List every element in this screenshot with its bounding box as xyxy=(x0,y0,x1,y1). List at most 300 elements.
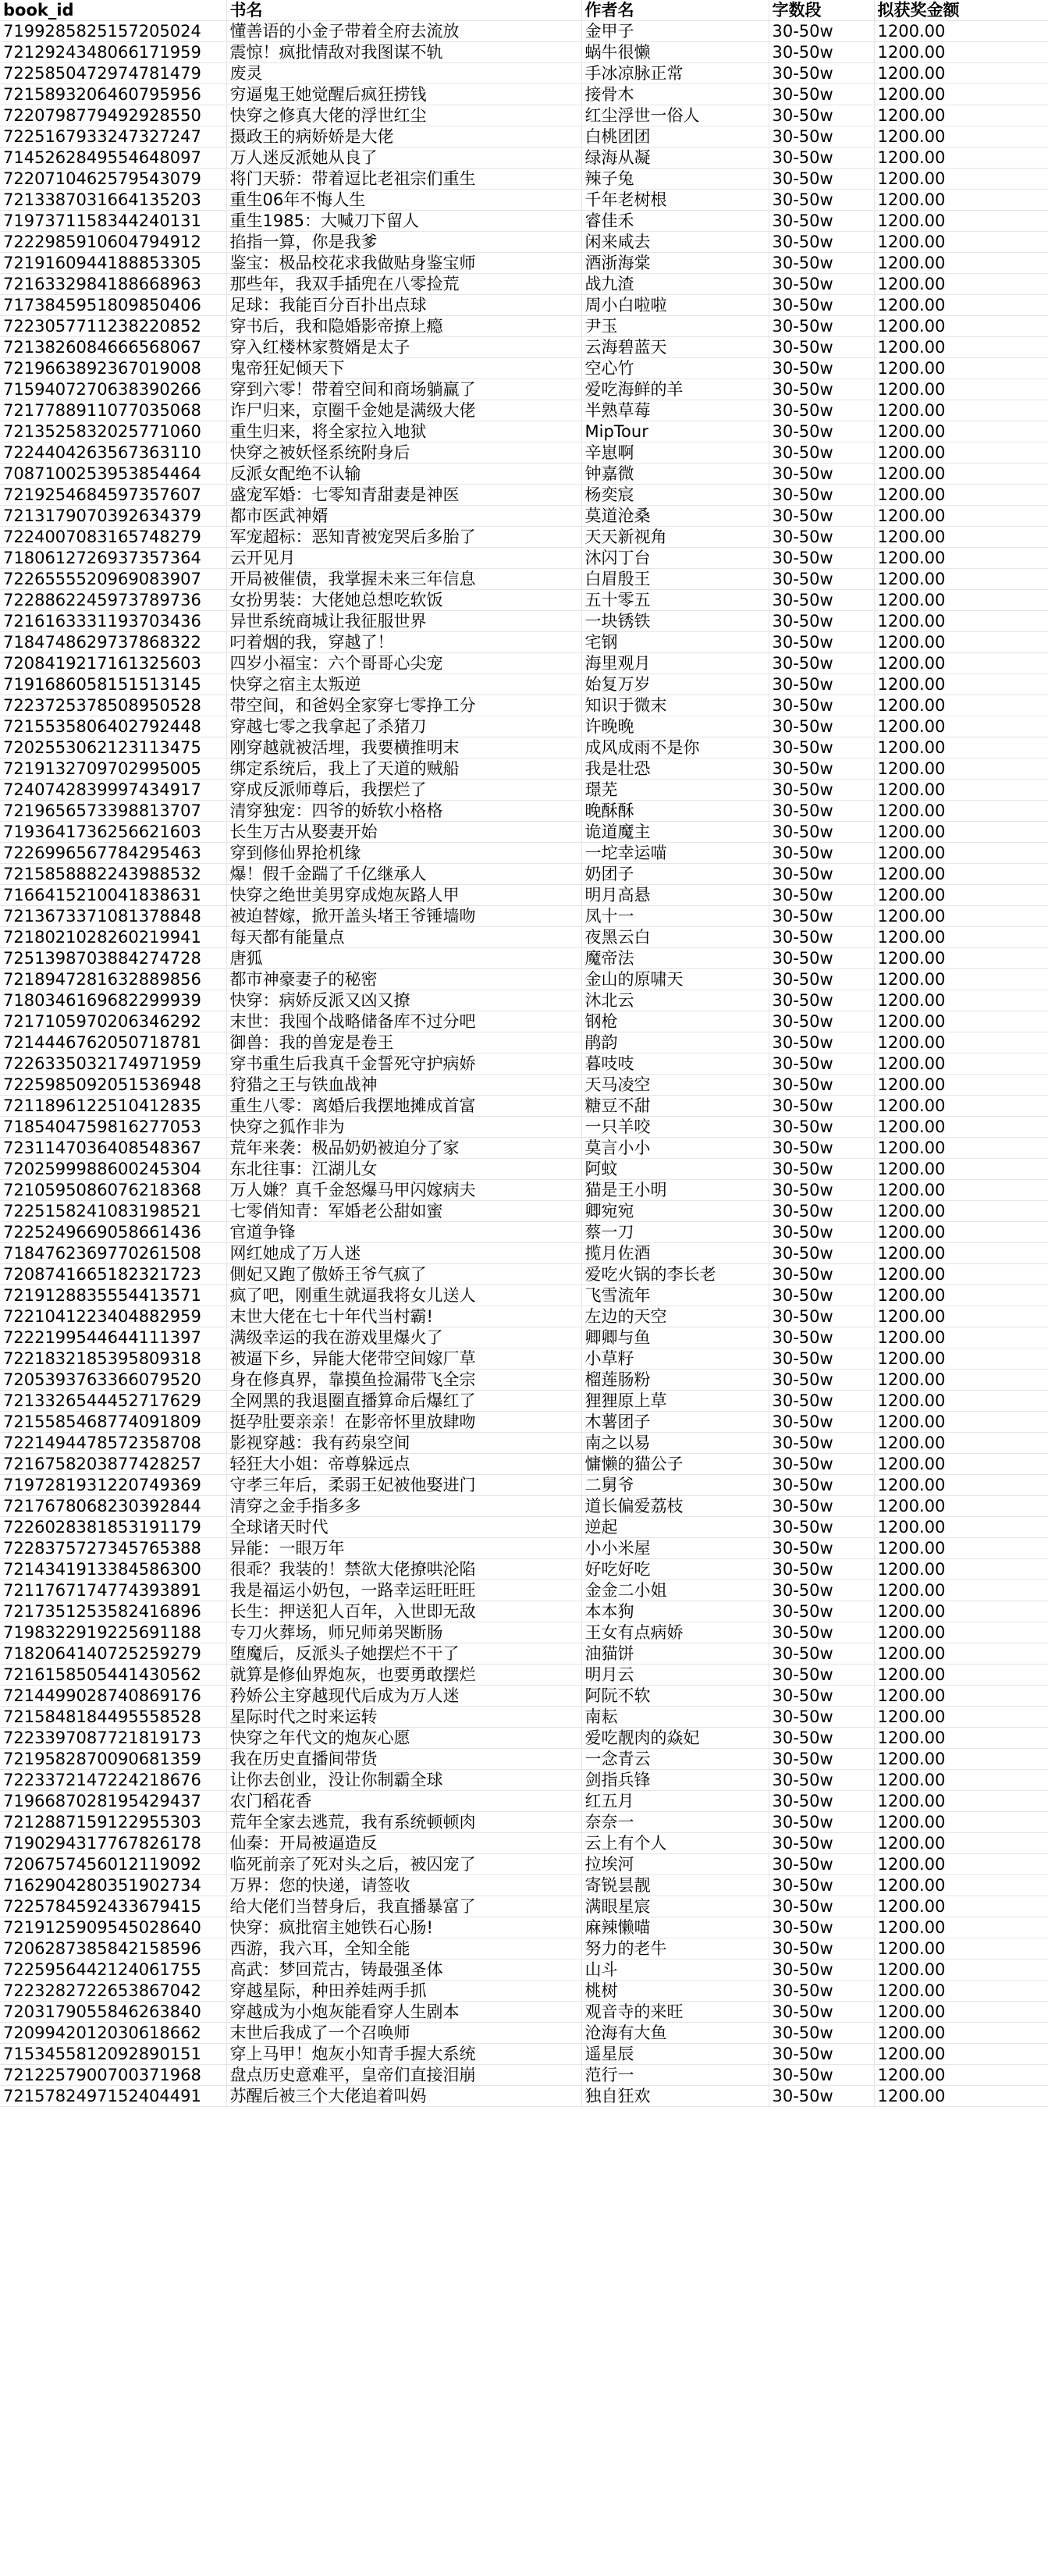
cell-book-title[interactable]: 都市医武神婿 xyxy=(226,506,581,527)
cell-word-count[interactable]: 30-50w xyxy=(769,1348,874,1370)
cell-award-amount[interactable]: 1200.00 xyxy=(874,1222,1048,1243)
cell-award-amount[interactable]: 1200.00 xyxy=(874,2044,1048,2065)
cell-word-count[interactable]: 30-50w xyxy=(769,400,874,421)
cell-word-count[interactable]: 30-50w xyxy=(769,969,874,990)
cell-award-amount[interactable]: 1200.00 xyxy=(874,801,1048,822)
cell-author[interactable]: 范行一 xyxy=(581,2065,769,2086)
cell-award-amount[interactable]: 1200.00 xyxy=(874,316,1048,337)
cell-award-amount[interactable]: 1200.00 xyxy=(874,1391,1048,1412)
cell-award-amount[interactable]: 1200.00 xyxy=(874,990,1048,1011)
cell-book-title[interactable]: 军宠超标：恶知青被宠哭后多胎了 xyxy=(226,527,581,548)
cell-author[interactable]: 凤十一 xyxy=(581,906,769,927)
cell-award-amount[interactable]: 1200.00 xyxy=(874,274,1048,295)
cell-book-id[interactable]: 7225167933247327247 xyxy=(0,126,226,147)
cell-book-id[interactable]: 7162904280351902734 xyxy=(0,1875,226,1896)
cell-word-count[interactable]: 30-50w xyxy=(769,1075,874,1096)
cell-word-count[interactable]: 30-50w xyxy=(769,1138,874,1159)
cell-word-count[interactable]: 30-50w xyxy=(769,527,874,548)
cell-author[interactable]: 天天新视角 xyxy=(581,527,769,548)
cell-author[interactable]: 寄锐昙靓 xyxy=(581,1875,769,1896)
cell-book-id[interactable]: 7213525832025771060 xyxy=(0,421,226,442)
cell-book-title[interactable]: 都市神豪妻子的秘密 xyxy=(226,969,581,990)
cell-book-title[interactable]: 被逼下乡，异能大佬带空间嫁厂草 xyxy=(226,1348,581,1370)
cell-book-title[interactable]: 长生：押送犯人百年，入世即无敌 xyxy=(226,1601,581,1622)
cell-award-amount[interactable]: 1200.00 xyxy=(874,295,1048,316)
cell-award-amount[interactable]: 1200.00 xyxy=(874,1917,1048,1938)
cell-book-id[interactable]: 7159407270638390266 xyxy=(0,379,226,400)
cell-book-id[interactable]: 7203179055846263840 xyxy=(0,2002,226,2023)
cell-author[interactable]: 周小白啦啦 xyxy=(581,295,769,316)
cell-book-id[interactable]: 7212887159122955303 xyxy=(0,1812,226,1833)
cell-word-count[interactable]: 30-50w xyxy=(769,1833,874,1854)
cell-award-amount[interactable]: 1200.00 xyxy=(874,1370,1048,1391)
cell-word-count[interactable]: 30-50w xyxy=(769,1559,874,1580)
cell-book-title[interactable]: 开局被催债，我掌握未来三年信息 xyxy=(226,569,581,590)
cell-book-id[interactable]: 7217678068230392844 xyxy=(0,1496,226,1517)
cell-book-title[interactable]: 穿越成为小炮灰能看穿人生剧本 xyxy=(226,2002,581,2023)
cell-word-count[interactable]: 30-50w xyxy=(769,674,874,695)
cell-award-amount[interactable]: 1200.00 xyxy=(874,400,1048,421)
cell-book-title[interactable]: 穿越七零之我拿起了杀猪刀 xyxy=(226,716,581,737)
cell-award-amount[interactable]: 1200.00 xyxy=(874,337,1048,358)
cell-book-id[interactable]: 7220798779492928550 xyxy=(0,105,226,126)
cell-award-amount[interactable]: 1200.00 xyxy=(874,548,1048,569)
cell-word-count[interactable]: 30-50w xyxy=(769,1496,874,1517)
cell-author[interactable]: 二舅爷 xyxy=(581,1475,769,1496)
cell-book-title[interactable]: 满级幸运的我在游戏里爆火了 xyxy=(226,1327,581,1348)
cell-book-id[interactable]: 7205393763366079520 xyxy=(0,1370,226,1391)
cell-author[interactable]: 鹃韵 xyxy=(581,1032,769,1053)
cell-book-id[interactable]: 7219663892367019008 xyxy=(0,358,226,379)
cell-book-id[interactable]: 7182064140725259279 xyxy=(0,1643,226,1665)
cell-word-count[interactable]: 30-50w xyxy=(769,1412,874,1433)
cell-award-amount[interactable]: 1200.00 xyxy=(874,358,1048,379)
cell-award-amount[interactable]: 1200.00 xyxy=(874,590,1048,611)
cell-award-amount[interactable]: 1200.00 xyxy=(874,1096,1048,1117)
cell-book-title[interactable]: 穷逼鬼王她觉醒后疯狂捞钱 xyxy=(226,84,581,105)
cell-book-id[interactable]: 7228862245973789736 xyxy=(0,590,226,611)
cell-word-count[interactable]: 30-50w xyxy=(769,1306,874,1327)
cell-award-amount[interactable]: 1200.00 xyxy=(874,1412,1048,1433)
cell-award-amount[interactable]: 1200.00 xyxy=(874,1559,1048,1580)
cell-book-title[interactable]: 那些年，我双手插兜在八零捡荒 xyxy=(226,274,581,295)
cell-award-amount[interactable]: 1200.00 xyxy=(874,1538,1048,1559)
cell-author[interactable]: 金甲子 xyxy=(581,21,769,42)
cell-word-count[interactable]: 30-50w xyxy=(769,1159,874,1180)
cell-award-amount[interactable]: 1200.00 xyxy=(874,927,1048,948)
cell-author[interactable]: 接骨木 xyxy=(581,84,769,105)
cell-book-title[interactable]: 狩猎之王与铁血战神 xyxy=(226,1075,581,1096)
cell-book-id[interactable]: 7208741665182321723 xyxy=(0,1264,226,1285)
cell-book-title[interactable]: 快穿之修真大佬的浮世红尘 xyxy=(226,105,581,126)
cell-word-count[interactable]: 30-50w xyxy=(769,253,874,274)
cell-word-count[interactable]: 30-50w xyxy=(769,1580,874,1601)
cell-word-count[interactable]: 30-50w xyxy=(769,485,874,506)
cell-author[interactable]: 山斗 xyxy=(581,1960,769,1981)
cell-award-amount[interactable]: 1200.00 xyxy=(874,2002,1048,2023)
cell-book-id[interactable]: 7218947281632889856 xyxy=(0,969,226,990)
cell-author[interactable]: 海里观月 xyxy=(581,653,769,674)
cell-author[interactable]: 沐北云 xyxy=(581,990,769,1011)
cell-author[interactable]: 剑指兵锋 xyxy=(581,1770,769,1791)
cell-book-id[interactable]: 7231147036408548367 xyxy=(0,1138,226,1159)
cell-word-count[interactable]: 30-50w xyxy=(769,990,874,1011)
cell-book-id[interactable]: 7215782497152404491 xyxy=(0,2086,226,2107)
cell-book-title[interactable]: 高武：梦回荒古，铸最强圣体 xyxy=(226,1960,581,1981)
cell-book-id[interactable]: 7222199544644111397 xyxy=(0,1327,226,1348)
cell-award-amount[interactable]: 1200.00 xyxy=(874,1243,1048,1264)
cell-author[interactable]: 猫是王小明 xyxy=(581,1180,769,1201)
cell-book-id[interactable]: 7198322919225691188 xyxy=(0,1622,226,1643)
cell-word-count[interactable]: 30-50w xyxy=(769,653,874,674)
cell-book-title[interactable]: 盘点历史意难平，皇帝们直接泪崩 xyxy=(226,2065,581,2086)
cell-author[interactable]: 一块锈铁 xyxy=(581,611,769,632)
cell-author[interactable]: 努力的老牛 xyxy=(581,1938,769,1960)
cell-book-id[interactable]: 7214499028740869176 xyxy=(0,1686,226,1707)
cell-award-amount[interactable]: 1200.00 xyxy=(874,780,1048,801)
cell-word-count[interactable]: 30-50w xyxy=(769,337,874,358)
cell-award-amount[interactable]: 1200.00 xyxy=(874,2023,1048,2044)
cell-author[interactable]: 夜黑云白 xyxy=(581,927,769,948)
cell-book-id[interactable]: 7214341913384586300 xyxy=(0,1559,226,1580)
cell-word-count[interactable]: 30-50w xyxy=(769,1728,874,1749)
cell-author[interactable]: 暮吱吱 xyxy=(581,1053,769,1075)
cell-author[interactable]: 莫言小小 xyxy=(581,1138,769,1159)
cell-book-title[interactable]: 让你去创业，没让你制霸全球 xyxy=(226,1770,581,1791)
cell-word-count[interactable]: 30-50w xyxy=(769,1812,874,1833)
cell-word-count[interactable]: 30-50w xyxy=(769,1433,874,1454)
cell-book-title[interactable]: 网红她成了万人迷 xyxy=(226,1243,581,1264)
cell-award-amount[interactable]: 1200.00 xyxy=(874,442,1048,464)
cell-author[interactable]: 独自狂欢 xyxy=(581,2086,769,2107)
cell-word-count[interactable]: 30-50w xyxy=(769,1643,874,1665)
cell-award-amount[interactable]: 1200.00 xyxy=(874,1327,1048,1348)
cell-author[interactable]: 许晚晚 xyxy=(581,716,769,737)
cell-award-amount[interactable]: 1200.00 xyxy=(874,506,1048,527)
cell-award-amount[interactable]: 1200.00 xyxy=(874,1348,1048,1370)
cell-word-count[interactable]: 30-50w xyxy=(769,232,874,253)
cell-book-title[interactable]: 穿到修仙界抢机缘 xyxy=(226,843,581,864)
cell-book-id[interactable]: 7218021028260219941 xyxy=(0,927,226,948)
cell-author[interactable]: 酒浙海棠 xyxy=(581,253,769,274)
cell-award-amount[interactable]: 1200.00 xyxy=(874,1580,1048,1601)
cell-author[interactable]: 本本狗 xyxy=(581,1601,769,1622)
cell-word-count[interactable]: 30-50w xyxy=(769,1096,874,1117)
cell-author[interactable]: 千年老树根 xyxy=(581,190,769,211)
cell-author[interactable]: 奈奈一 xyxy=(581,1812,769,1833)
cell-book-title[interactable]: 星际时代之时来运转 xyxy=(226,1707,581,1728)
cell-author[interactable]: 沧海有大鱼 xyxy=(581,2023,769,2044)
cell-word-count[interactable]: 30-50w xyxy=(769,611,874,632)
cell-word-count[interactable]: 30-50w xyxy=(769,1032,874,1053)
cell-book-title[interactable]: 轻狂大小姐：帝尊躲远点 xyxy=(226,1454,581,1475)
cell-word-count[interactable]: 30-50w xyxy=(769,105,874,126)
cell-word-count[interactable]: 30-50w xyxy=(769,1454,874,1475)
cell-word-count[interactable]: 30-50w xyxy=(769,1601,874,1622)
cell-word-count[interactable]: 30-50w xyxy=(769,21,874,42)
cell-word-count[interactable]: 30-50w xyxy=(769,1749,874,1770)
cell-book-id[interactable]: 7214446762050718781 xyxy=(0,1032,226,1053)
cell-book-title[interactable]: 穿入红楼林家赘婿是太子 xyxy=(226,337,581,358)
cell-book-id[interactable]: 7219160944188853305 xyxy=(0,253,226,274)
cell-author[interactable]: 南之以易 xyxy=(581,1433,769,1454)
cell-book-id[interactable]: 7180346169682299939 xyxy=(0,990,226,1011)
cell-book-id[interactable]: 7184762369770261508 xyxy=(0,1243,226,1264)
cell-author[interactable]: 杨奕宸 xyxy=(581,485,769,506)
cell-author[interactable]: 榴莲肠粉 xyxy=(581,1370,769,1391)
cell-book-title[interactable]: 清穿之金手指多多 xyxy=(226,1496,581,1517)
header-book-id[interactable]: book_id xyxy=(0,0,226,21)
cell-author[interactable]: 宅钢 xyxy=(581,632,769,653)
cell-word-count[interactable]: 30-50w xyxy=(769,421,874,442)
cell-author[interactable]: 爱吃火锅的李长老 xyxy=(581,1264,769,1285)
cell-word-count[interactable]: 30-50w xyxy=(769,569,874,590)
cell-word-count[interactable]: 30-50w xyxy=(769,737,874,759)
cell-book-title[interactable]: 盛宠军婚：七零知青甜妻是神医 xyxy=(226,485,581,506)
cell-author[interactable]: 糖豆不甜 xyxy=(581,1096,769,1117)
cell-book-title[interactable]: 很乖？我装的！禁欲大佬撩哄沦陷 xyxy=(226,1559,581,1580)
cell-book-id[interactable]: 7251398703884274728 xyxy=(0,948,226,969)
cell-award-amount[interactable]: 1200.00 xyxy=(874,1749,1048,1770)
cell-book-id[interactable]: 7226996567784295463 xyxy=(0,843,226,864)
cell-author[interactable]: 睿佳禾 xyxy=(581,211,769,232)
cell-book-id[interactable]: 7221494478572358708 xyxy=(0,1433,226,1454)
header-book-title[interactable]: 书名 xyxy=(226,0,581,21)
cell-word-count[interactable]: 30-50w xyxy=(769,63,874,84)
cell-book-title[interactable]: 荒年来袭：极品奶奶被迫分了家 xyxy=(226,1138,581,1159)
cell-book-id[interactable]: 7191686058151513145 xyxy=(0,674,226,695)
cell-word-count[interactable]: 30-50w xyxy=(769,695,874,716)
cell-author[interactable]: 王女有点病娇 xyxy=(581,1622,769,1643)
cell-author[interactable]: 狸狸原上草 xyxy=(581,1391,769,1412)
cell-author[interactable]: 闲来咸去 xyxy=(581,232,769,253)
cell-book-title[interactable]: 被迫替嫁，掀开盖头堵王爷锤墙吻 xyxy=(226,906,581,927)
cell-word-count[interactable]: 30-50w xyxy=(769,1222,874,1243)
cell-book-id[interactable]: 7213179070392634379 xyxy=(0,506,226,527)
cell-book-id[interactable]: 7213387031664135203 xyxy=(0,190,226,211)
cell-book-id[interactable]: 7219582870090681359 xyxy=(0,1749,226,1770)
cell-book-id[interactable]: 7216163331193703436 xyxy=(0,611,226,632)
cell-book-title[interactable]: 摄政王的病娇娇是大佬 xyxy=(226,126,581,147)
cell-book-id[interactable]: 7215893206460795956 xyxy=(0,84,226,105)
cell-book-id[interactable]: 7223372147224218676 xyxy=(0,1770,226,1791)
cell-award-amount[interactable]: 1200.00 xyxy=(874,759,1048,780)
cell-word-count[interactable]: 30-50w xyxy=(769,632,874,653)
cell-book-id[interactable]: 7145262849554648097 xyxy=(0,147,226,169)
cell-word-count[interactable]: 30-50w xyxy=(769,548,874,569)
cell-award-amount[interactable]: 1200.00 xyxy=(874,1812,1048,1833)
cell-author[interactable]: MipTour xyxy=(581,421,769,442)
cell-book-title[interactable]: 懂善语的小金子带着全府去流放 xyxy=(226,21,581,42)
cell-book-title[interactable]: 女扮男装：大佬她总想吃软饭 xyxy=(226,590,581,611)
cell-book-id[interactable]: 7209942012030618662 xyxy=(0,2023,226,2044)
cell-word-count[interactable]: 30-50w xyxy=(769,1391,874,1412)
cell-award-amount[interactable]: 1200.00 xyxy=(874,885,1048,906)
cell-award-amount[interactable]: 1200.00 xyxy=(874,1517,1048,1538)
cell-book-id[interactable]: 7215848184495558528 xyxy=(0,1707,226,1728)
cell-word-count[interactable]: 30-50w xyxy=(769,84,874,105)
cell-book-title[interactable]: 御兽：我的兽宠是卷王 xyxy=(226,1032,581,1053)
cell-author[interactable]: 麻辣懒喵 xyxy=(581,1917,769,1938)
cell-award-amount[interactable]: 1200.00 xyxy=(874,1960,1048,1981)
cell-award-amount[interactable]: 1200.00 xyxy=(874,969,1048,990)
cell-award-amount[interactable]: 1200.00 xyxy=(874,653,1048,674)
cell-book-id[interactable]: 7185404759816277053 xyxy=(0,1117,226,1138)
cell-book-id[interactable]: 7226335032174971959 xyxy=(0,1053,226,1075)
cell-book-id[interactable]: 7222985910604794912 xyxy=(0,232,226,253)
cell-award-amount[interactable]: 1200.00 xyxy=(874,1622,1048,1643)
cell-word-count[interactable]: 30-50w xyxy=(769,801,874,822)
cell-book-title[interactable]: 快穿之宿主太叛逆 xyxy=(226,674,581,695)
cell-award-amount[interactable]: 1200.00 xyxy=(874,906,1048,927)
cell-book-id[interactable]: 7217351253582416896 xyxy=(0,1601,226,1622)
cell-word-count[interactable]: 30-50w xyxy=(769,864,874,885)
cell-book-id[interactable]: 7217105970206346292 xyxy=(0,1011,226,1032)
cell-word-count[interactable]: 30-50w xyxy=(769,780,874,801)
cell-book-title[interactable]: 重生八零：离婚后我摆地摊成首富 xyxy=(226,1096,581,1117)
cell-award-amount[interactable]: 1200.00 xyxy=(874,1264,1048,1285)
cell-award-amount[interactable]: 1200.00 xyxy=(874,1875,1048,1896)
cell-word-count[interactable]: 30-50w xyxy=(769,42,874,63)
cell-award-amount[interactable]: 1200.00 xyxy=(874,169,1048,190)
cell-book-title[interactable]: 重生06年不悔人生 xyxy=(226,190,581,211)
cell-book-title[interactable]: 清穿独宠：四爷的娇软小格格 xyxy=(226,801,581,822)
cell-award-amount[interactable]: 1200.00 xyxy=(874,1896,1048,1917)
cell-book-id[interactable]: 7223057711238220852 xyxy=(0,316,226,337)
cell-book-title[interactable]: 废灵 xyxy=(226,63,581,84)
cell-book-id[interactable]: 7202599988600245304 xyxy=(0,1159,226,1180)
cell-award-amount[interactable]: 1200.00 xyxy=(874,190,1048,211)
cell-award-amount[interactable]: 1200.00 xyxy=(874,1707,1048,1728)
cell-author[interactable]: 云海碧蓝天 xyxy=(581,337,769,358)
cell-book-id[interactable]: 7213826084666568067 xyxy=(0,337,226,358)
cell-author[interactable]: 金金二小姐 xyxy=(581,1580,769,1601)
cell-book-title[interactable]: 西游，我六耳，全知全能 xyxy=(226,1938,581,1960)
cell-author[interactable]: 卿卿与鱼 xyxy=(581,1327,769,1348)
cell-award-amount[interactable]: 1200.00 xyxy=(874,864,1048,885)
cell-author[interactable]: 左边的天空 xyxy=(581,1306,769,1327)
cell-author[interactable]: 揽月佐酒 xyxy=(581,1243,769,1264)
cell-book-id[interactable]: 7206757456012119092 xyxy=(0,1854,226,1875)
cell-word-count[interactable]: 30-50w xyxy=(769,1011,874,1032)
cell-book-title[interactable]: 临死前亲了死对头之后，被囚宠了 xyxy=(226,1854,581,1875)
cell-book-id[interactable]: 7212257900700371968 xyxy=(0,2065,226,2086)
cell-book-id[interactable]: 7219128835554413571 xyxy=(0,1285,226,1306)
cell-book-id[interactable]: 7225158241083198521 xyxy=(0,1201,226,1222)
cell-book-id[interactable]: 7220710462579543079 xyxy=(0,169,226,190)
cell-book-title[interactable]: 唐狐 xyxy=(226,948,581,969)
cell-book-title[interactable]: 异世系统商城让我征服世界 xyxy=(226,611,581,632)
cell-book-title[interactable]: 快穿之被妖怪系统附身后 xyxy=(226,442,581,464)
cell-book-title[interactable]: 鉴宝：极品校花求我做贴身鉴宝师 xyxy=(226,253,581,274)
cell-author[interactable]: 魔帝法 xyxy=(581,948,769,969)
cell-book-id[interactable]: 7225956442124061755 xyxy=(0,1960,226,1981)
cell-award-amount[interactable]: 1200.00 xyxy=(874,1053,1048,1075)
cell-word-count[interactable]: 30-50w xyxy=(769,1791,874,1812)
cell-book-title[interactable]: 官道争锋 xyxy=(226,1222,581,1243)
cell-book-title[interactable]: 长生万古从娶妻开始 xyxy=(226,822,581,843)
cell-book-id[interactable]: 7166415210041838631 xyxy=(0,885,226,906)
cell-book-id[interactable]: 7210595086076218368 xyxy=(0,1180,226,1201)
cell-award-amount[interactable]: 1200.00 xyxy=(874,1075,1048,1096)
cell-award-amount[interactable]: 1200.00 xyxy=(874,421,1048,442)
cell-word-count[interactable]: 30-50w xyxy=(769,1770,874,1791)
cell-book-title[interactable]: 农门稻花香 xyxy=(226,1791,581,1812)
cell-author[interactable]: 白桃团团 xyxy=(581,126,769,147)
header-author[interactable]: 作者名 xyxy=(581,0,769,21)
cell-award-amount[interactable]: 1200.00 xyxy=(874,126,1048,147)
cell-book-title[interactable]: 万人迷反派她从良了 xyxy=(226,147,581,169)
cell-book-title[interactable]: 末世：我囤个战略储备库不过分吧 xyxy=(226,1011,581,1032)
cell-award-amount[interactable]: 1200.00 xyxy=(874,1601,1048,1622)
cell-book-id[interactable]: 7226028381853191179 xyxy=(0,1517,226,1538)
cell-author[interactable]: 沐闪丁台 xyxy=(581,548,769,569)
cell-author[interactable]: 爱吃靓肉的焱妃 xyxy=(581,1728,769,1749)
cell-word-count[interactable]: 30-50w xyxy=(769,295,874,316)
cell-word-count[interactable]: 30-50w xyxy=(769,927,874,948)
cell-award-amount[interactable]: 1200.00 xyxy=(874,2086,1048,2107)
cell-book-id[interactable]: 7213673371081378848 xyxy=(0,906,226,927)
cell-author[interactable]: 飞雪流年 xyxy=(581,1285,769,1306)
cell-author[interactable]: 阿蚊 xyxy=(581,1159,769,1180)
cell-book-id[interactable]: 7223282722653867042 xyxy=(0,1981,226,2002)
cell-award-amount[interactable]: 1200.00 xyxy=(874,632,1048,653)
cell-word-count[interactable]: 30-50w xyxy=(769,2065,874,2086)
cell-award-amount[interactable]: 1200.00 xyxy=(874,569,1048,590)
cell-book-id[interactable]: 7196687028195429437 xyxy=(0,1791,226,1812)
cell-award-amount[interactable]: 1200.00 xyxy=(874,1032,1048,1053)
cell-author[interactable]: 半熟草莓 xyxy=(581,400,769,421)
cell-book-title[interactable]: 我是福运小奶包，一路幸运旺旺旺 xyxy=(226,1580,581,1601)
cell-book-id[interactable]: 7225249669058661436 xyxy=(0,1222,226,1243)
cell-book-title[interactable]: 东北往事：江湖儿女 xyxy=(226,1159,581,1180)
cell-author[interactable]: 一只羊咬 xyxy=(581,1117,769,1138)
cell-award-amount[interactable]: 1200.00 xyxy=(874,42,1048,63)
cell-book-id[interactable]: 7197371158344240131 xyxy=(0,211,226,232)
cell-author[interactable]: 蜗牛很懒 xyxy=(581,42,769,63)
cell-award-amount[interactable]: 1200.00 xyxy=(874,674,1048,695)
cell-word-count[interactable]: 30-50w xyxy=(769,759,874,780)
cell-word-count[interactable]: 30-50w xyxy=(769,190,874,211)
cell-award-amount[interactable]: 1200.00 xyxy=(874,1496,1048,1517)
cell-award-amount[interactable]: 1200.00 xyxy=(874,1475,1048,1496)
cell-award-amount[interactable]: 1200.00 xyxy=(874,695,1048,716)
cell-author[interactable]: 南耘 xyxy=(581,1707,769,1728)
cell-author[interactable]: 阿阮不软 xyxy=(581,1686,769,1707)
cell-author[interactable]: 诡道魔主 xyxy=(581,822,769,843)
cell-book-title[interactable]: 全球诸天时代 xyxy=(226,1517,581,1538)
cell-award-amount[interactable]: 1200.00 xyxy=(874,63,1048,84)
cell-award-amount[interactable]: 1200.00 xyxy=(874,1011,1048,1032)
cell-word-count[interactable]: 30-50w xyxy=(769,1285,874,1306)
cell-author[interactable]: 慵懒的猫公子 xyxy=(581,1454,769,1475)
cell-award-amount[interactable]: 1200.00 xyxy=(874,1665,1048,1686)
cell-author[interactable]: 拉埃河 xyxy=(581,1854,769,1875)
cell-author[interactable]: 奶团子 xyxy=(581,864,769,885)
cell-book-title[interactable]: 側妃又跑了傲娇王爷气疯了 xyxy=(226,1264,581,1285)
cell-author[interactable]: 知识于微末 xyxy=(581,695,769,716)
cell-book-title[interactable]: 鬼帝狂妃倾天下 xyxy=(226,358,581,379)
cell-book-title[interactable]: 将门天骄：带着逗比老祖宗们重生 xyxy=(226,169,581,190)
cell-award-amount[interactable]: 1200.00 xyxy=(874,1285,1048,1306)
cell-award-amount[interactable]: 1200.00 xyxy=(874,611,1048,632)
cell-award-amount[interactable]: 1200.00 xyxy=(874,21,1048,42)
cell-award-amount[interactable]: 1200.00 xyxy=(874,1938,1048,1960)
cell-book-title[interactable]: 苏醒后被三个大佬追着叫妈 xyxy=(226,2086,581,2107)
cell-book-id[interactable]: 7190294317767826178 xyxy=(0,1833,226,1854)
cell-author[interactable]: 天马凌空 xyxy=(581,1075,769,1096)
cell-book-id[interactable]: 7180612726937357364 xyxy=(0,548,226,569)
